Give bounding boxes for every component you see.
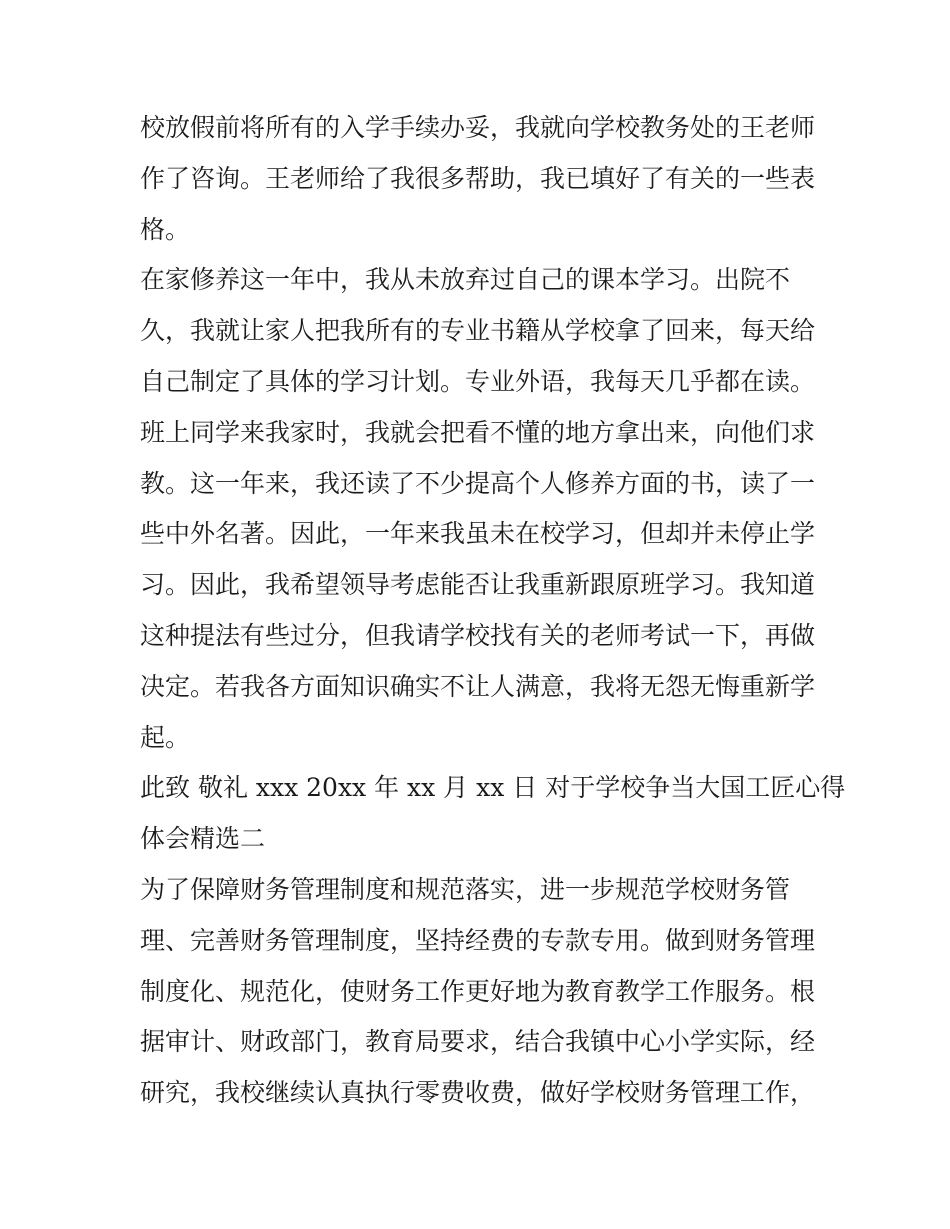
body-text	[140, 103, 846, 1119]
text-line: 在家修养这一年中，我从未放弃过自己的课本学习。出院不	[140, 265, 791, 295]
text-line: 研究，我校继续认真执行零费收费，做好学校财务管理工作，	[140, 1078, 816, 1108]
text-line: 习。因此，我希望领导考虑能否让我重新跟原班学习。我知道	[140, 570, 816, 600]
text-line: 为了保障财务管理制度和规范落实，进一步规范学校财务管	[140, 874, 791, 904]
text-line: 格。	[140, 214, 191, 244]
text-line: 这种提法有些过分，但我请学校找有关的老师考试一下，再做	[140, 620, 816, 650]
text-line: 校放假前将所有的入学手续办妥，我就向学校教务处的王老师	[140, 113, 816, 142]
text-line: 决定。若我各方面知识确实不让人满意，我将无怨无悔重新学	[140, 671, 816, 701]
text-line: 班上同学来我家时，我就会把看不懂的地方拿出来，向他们求	[140, 417, 816, 447]
text-line: 久，我就让家人把我所有的专业书籍从学校拿了回来，每天给	[140, 316, 816, 346]
text-line: 教。这一年来，我还读了不少提高个人修养方面的书，读了一	[140, 468, 816, 498]
text-line: 制度化、规范化，使财务工作更好地为教育教学工作服务。根	[140, 976, 816, 1006]
text-line: 理、完善财务管理制度，坚持经费的专款专用。做到财务管理	[140, 925, 816, 955]
text-line: 据审计、财政部门，教育局要求，结合我镇中心小学实际，经	[140, 1027, 816, 1057]
text-line: 自己制定了具体的学习计划。专业外语，我每天几乎都在读。	[140, 366, 816, 396]
text-line: 此致 敬礼 xxx 20xx 年 xx 月 xx 日 对于学校争当大国工匠心得	[140, 773, 846, 803]
text-line: 些中外名著。因此，一年来我虽未在校学习，但却并未停止学	[140, 519, 816, 549]
text-line: 体会精选二	[140, 824, 266, 854]
text-line: 作了咨询。王老师给了我很多帮助，我已填好了有关的一些表	[140, 163, 816, 193]
text-line: 起。	[140, 722, 191, 752]
